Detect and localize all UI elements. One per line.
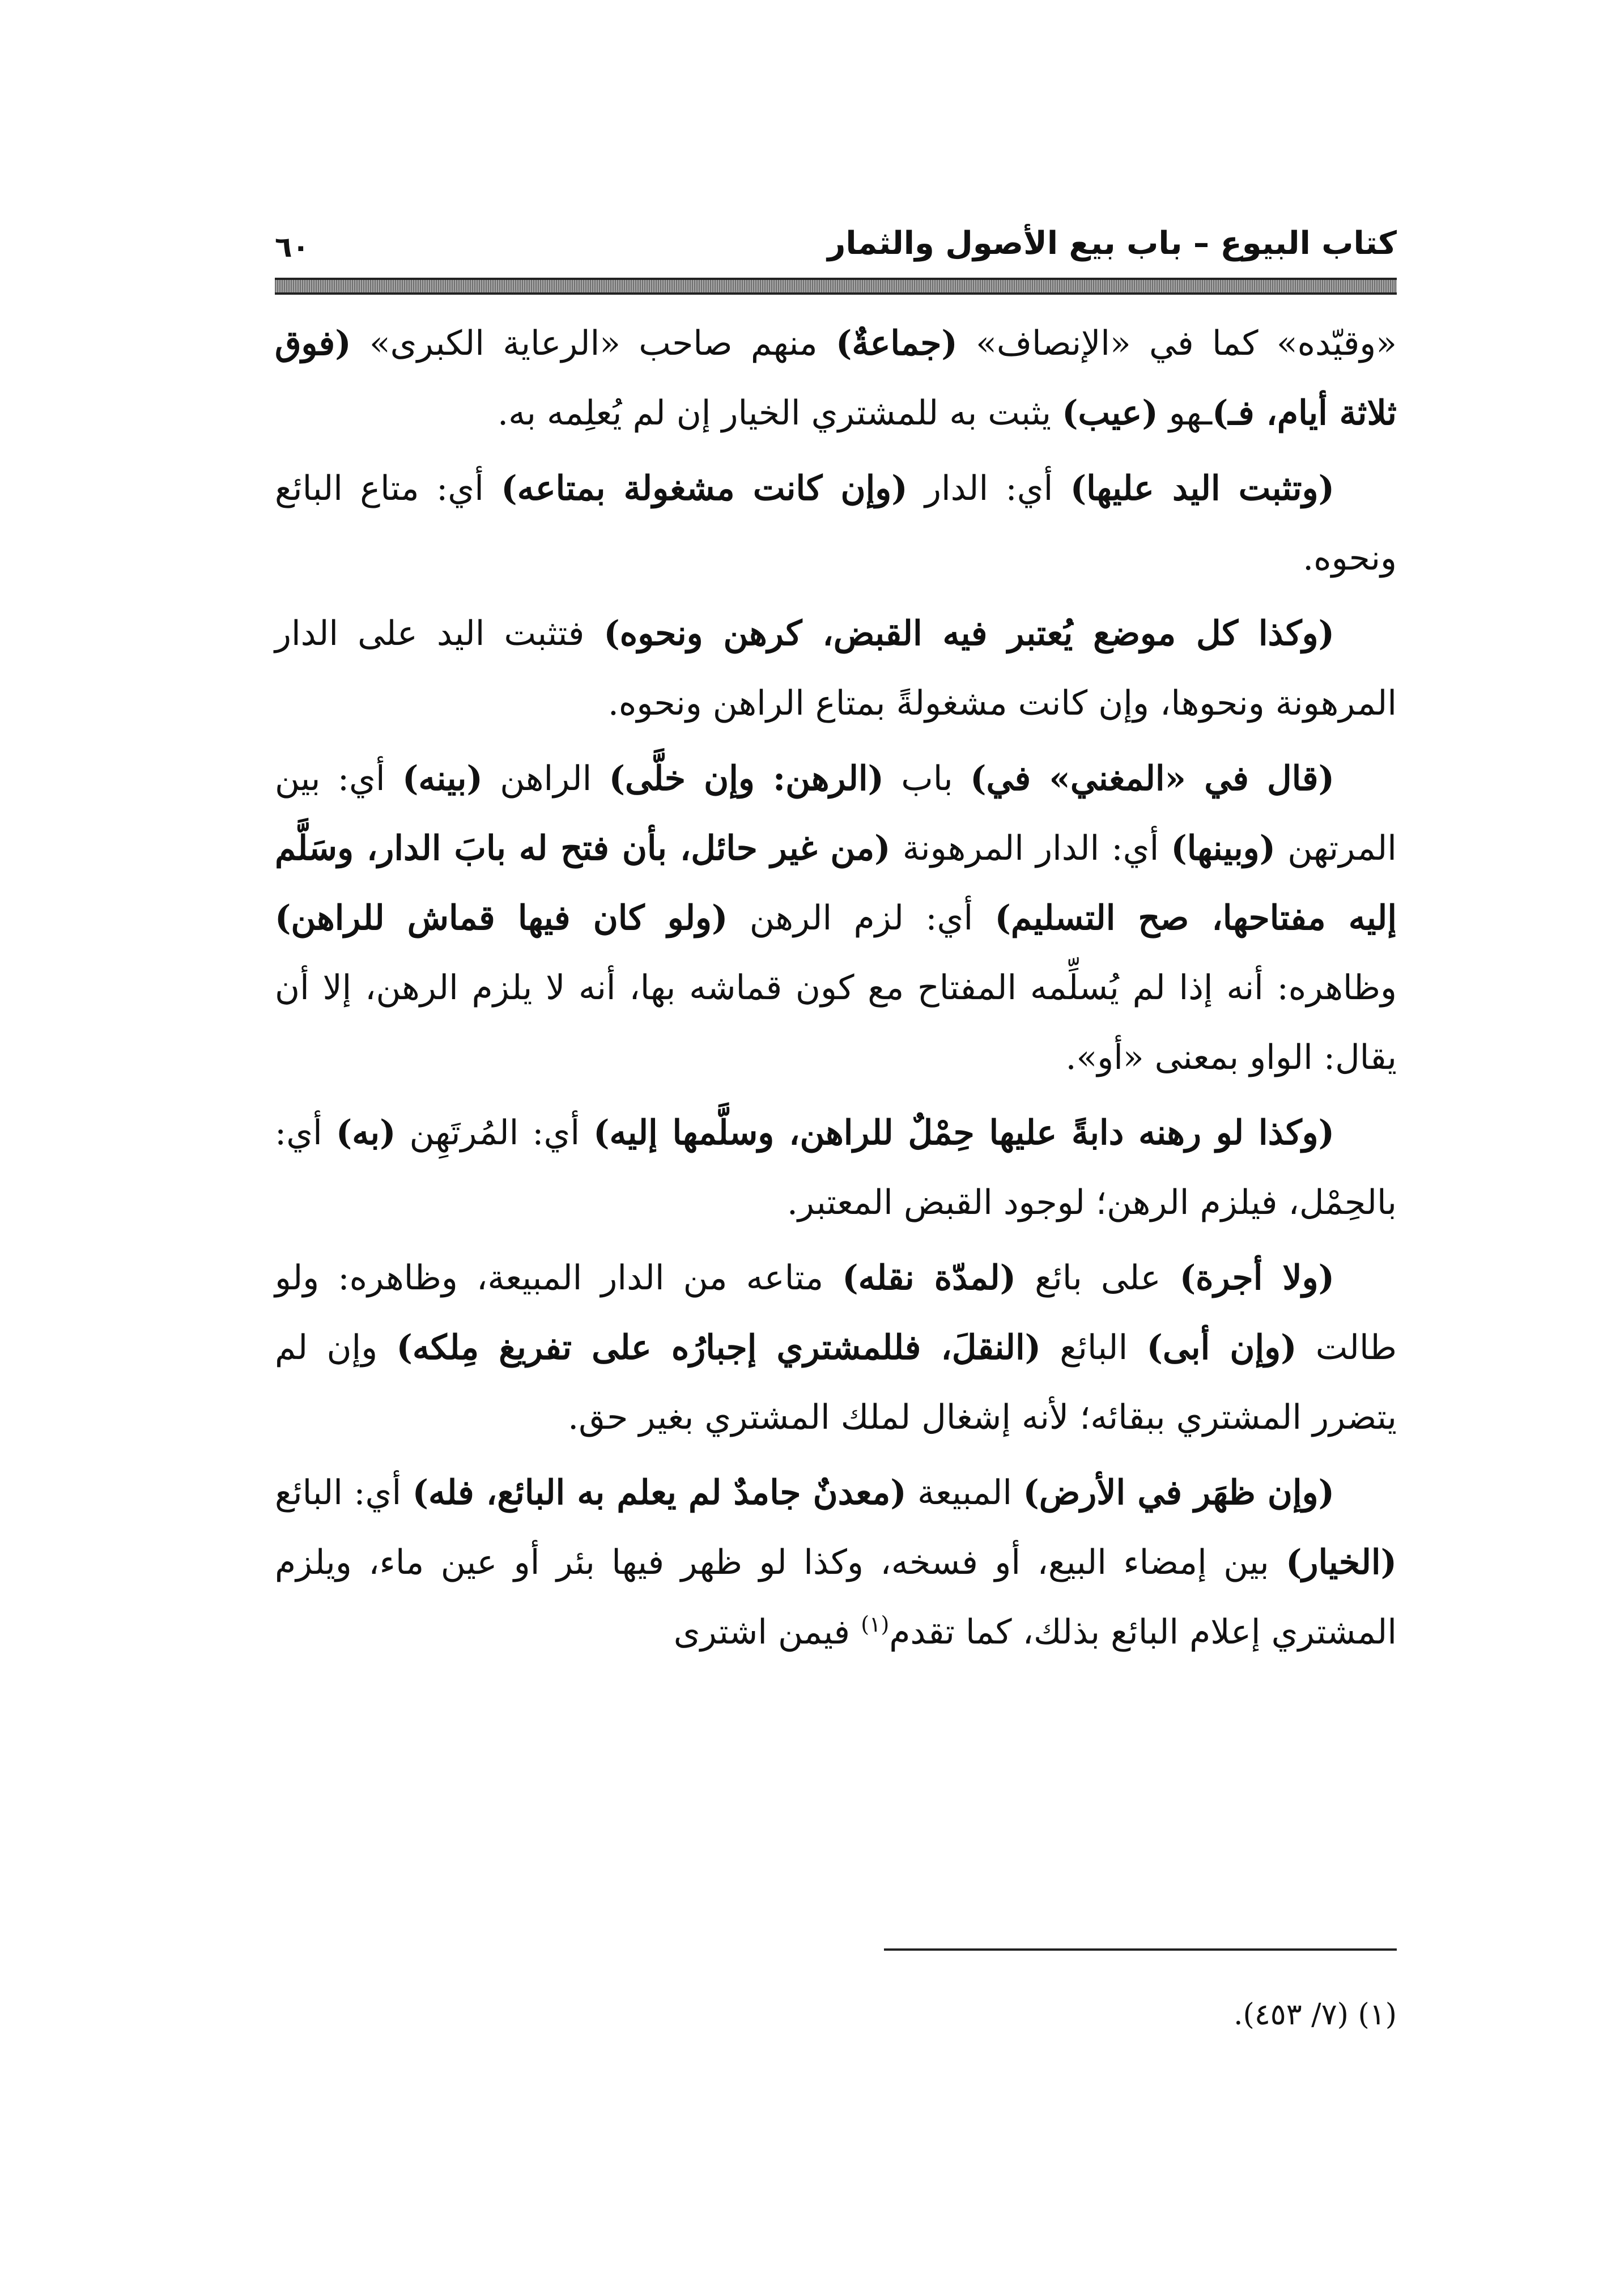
paragraph: (وكذا لو رهنه دابةً عليها حِمْلٌ للراهن، وسلَّمها إليه) أي: المُرتَهِن (به) أي: بالحِمْل، فيلزم الرهن؛ لوجود القبض المعتبر.: [275, 1113, 1397, 1222]
paragraph: (قال في «المغني» في) باب (الرهن: وإن خلَّى) الراهن (بينه) أي: بين المرتهن (وبينها) أي: الدار المرهونة (من غير حائل، بأن فتح له بابَ الدار، وسَلَّم إليه مفتاحها، صح التسليم) أي: لزم الرهن (ولو كان فيها قماش للراهن) وظاهره: أنه إذا لم يُسلِّمه المفتاح مع كون قماشه بها، أنه لا يلزم الرهن، إلا أن يقال: الواو بمعنى «أو».: [275, 759, 1397, 1077]
paragraph: (وتثبت اليد عليها) أي: الدار (وإن كانت مشغولة بمتاعه) أي: متاع البائع ونحوه.: [275, 469, 1397, 578]
main-text: [275, 309, 1397, 1673]
footnote-divider: [884, 1948, 1397, 1951]
page-number: ٦٠: [275, 231, 310, 264]
chapter-title: كتاب البيوع – باب بيع الأصول والثمار: [827, 225, 1397, 262]
paragraph: «وقيّده» كما في «الإنصاف» (جماعةٌ) منهم صاحب «الرعاية الكبرى» (فوق ثلاثة أيام، فـ)ـهو (عيب) يثبت به للمشتري الخيار إن لم يُعلِمه به.: [275, 324, 1397, 433]
paragraph: (ولا أجرة) على بائع (لمدّة نقله) متاعه من الدار المبيعة، وظاهره: ولو طالت (وإن أبى) البائع (النقلَ، فللمشتري إجبارُه على تفريغ مِلكه) وإن لم يتضرر المشتري ببقائه؛ لأنه إشغال لملك المشتري بغير حق.: [275, 1258, 1397, 1437]
running-header: [275, 221, 1397, 272]
paragraph: (وإن ظهَر في الأرض) المبيعة (معدنٌ جامدٌ لم يعلم به البائع، فله) أي: البائع (الخيار) بين إمضاء البيع، أو فسخه، وكذا لو ظهر فيها بئر أو عين ماء، ويلزم المشتري إعلام البائع بذلك، كما تقدم$^{(١)}$ فيمن اشترى: [275, 1473, 1397, 1652]
paragraph: (وكذا كل موضع يُعتبر فيه القبض، كرهن ونحوه) فتثبت اليد على الدار المرهونة ونحوها، وإن كانت مشغولةً بمتاع الراهن ونحوه.: [275, 614, 1397, 723]
header-divider: [275, 278, 1397, 295]
footnote: (١) (٧/ ٤٥٣).: [1234, 1998, 1397, 2032]
